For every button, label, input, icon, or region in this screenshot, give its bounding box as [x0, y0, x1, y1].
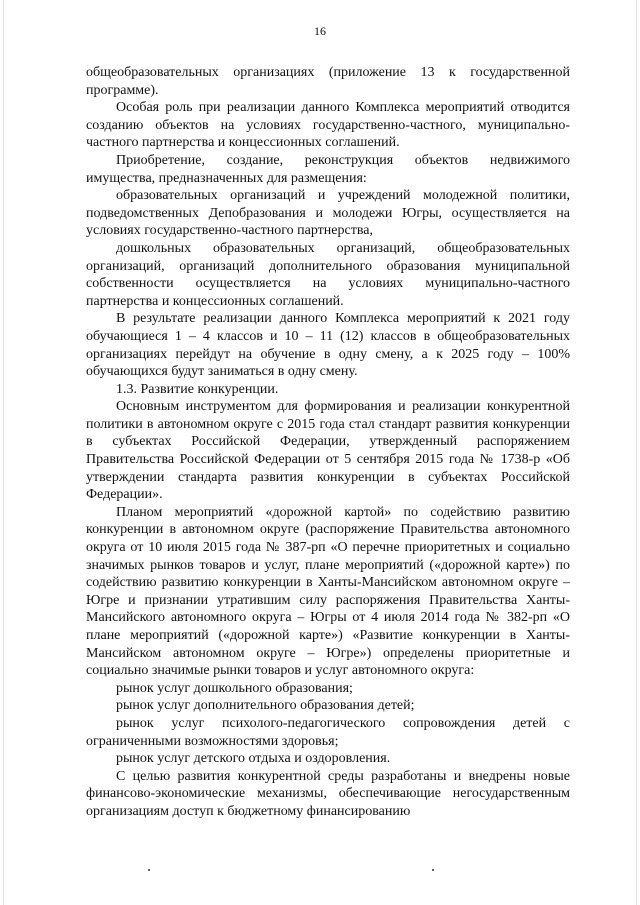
- paragraph-9: С целью развития конкурентной среды разработаны и внедрены новые финансово-экономические механизмы, обеспечивающие негосударственным организациям доступ к бюджетному финансированию: [86, 768, 570, 819]
- scan-edge-left: [3, 0, 4, 905]
- paragraph-8: Планом мероприятий «дорожной картой» по содействию развитию конкуренции в автономном округе (распоряжение Правительства автономного округа от 10 июля 2015 года № 387-рп «О перечне приоритетных и социально значимых рынков товаров и услуг, плане мероприятий («дорожной карте») по содействию развитию конкуренции в Ханты-Мансийском автономном округе – Югре и признании утратившим силу распоряжения Правительства Ханты-Мансийского автономного округа – Югры от 4 июля 2014 года № 382-рп «О плане мероприятий («дорожной карте») «Развитие конкуренции в Ханты-Мансийском автономном округе – Югре») определены приоритетные и социально значимые рынки товаров и услуг автономного округа:: [86, 504, 570, 679]
- paragraph-2: Особая роль при реализации данного Комплекса мероприятий отводится созданию объектов на условиях государственно-частного, муниципально-частного партнерства и концессионных соглашений.: [86, 100, 570, 151]
- scan-edge-right: [636, 0, 637, 905]
- scan-speck-right: [432, 869, 434, 871]
- list-item-2: рынок услуг дополнительного образования детей;: [116, 698, 415, 714]
- list-item-4: рынок услуг детского отдыха и оздоровления.: [116, 751, 391, 767]
- section-heading: 1.3. Развитие конкуренции.: [116, 381, 279, 397]
- list-item-1: рынок услуг дошкольного образования;: [116, 680, 353, 696]
- list-item-3: рынок услуг психолого-педагогического сопровождения детей с ограниченными возможностями здоровья;: [86, 715, 570, 749]
- page-number: 16: [314, 24, 326, 38]
- paragraph-5: дошкольных образовательных организаций, общеобразовательных организаций, организаций дополнительного образования муниципальной собственности осуществляется на условиях муниципально-частного партнерства и концессионных соглашений.: [86, 240, 570, 309]
- document-body: [86, 64, 570, 821]
- paragraph-7: Основным инструментом для формирования и реализации конкурентной политики в автономном округе с 2015 года стал стандарт развития конкуренции в субъектах Российской Федерации, утвержденный распоряжением Правительства Российской Федерации от 5 сентября 2015 года № 1738-р «Об утверждении стандарта развития конкуренции в субъектах Российской Федерации».: [86, 399, 570, 503]
- paragraph-1: общеобразовательных организациях (приложение 13 к государственной программе).: [86, 65, 570, 98]
- paragraph-4: образовательных организаций и учреждений молодежной политики, подведомственных Депобразования и молодежи Югры, осуществляется на условиях государственно-частного партнерства,: [86, 188, 570, 239]
- paragraph-3: Приобретение, создание, реконструкция объектов недвижимого имущества, предназначенных для размещения:: [86, 152, 570, 186]
- scan-speck-left: [148, 869, 150, 871]
- paragraph-6: В результате реализации данного Комплекса мероприятий к 2021 году обучающиеся 1 – 4 классов и 10 – 11 (12) классов в общеобразовательных организациях перейдут на обучение в одну смену, а к 2025 году – 100% обучающихся будут заниматься в одну смену.: [86, 311, 570, 380]
